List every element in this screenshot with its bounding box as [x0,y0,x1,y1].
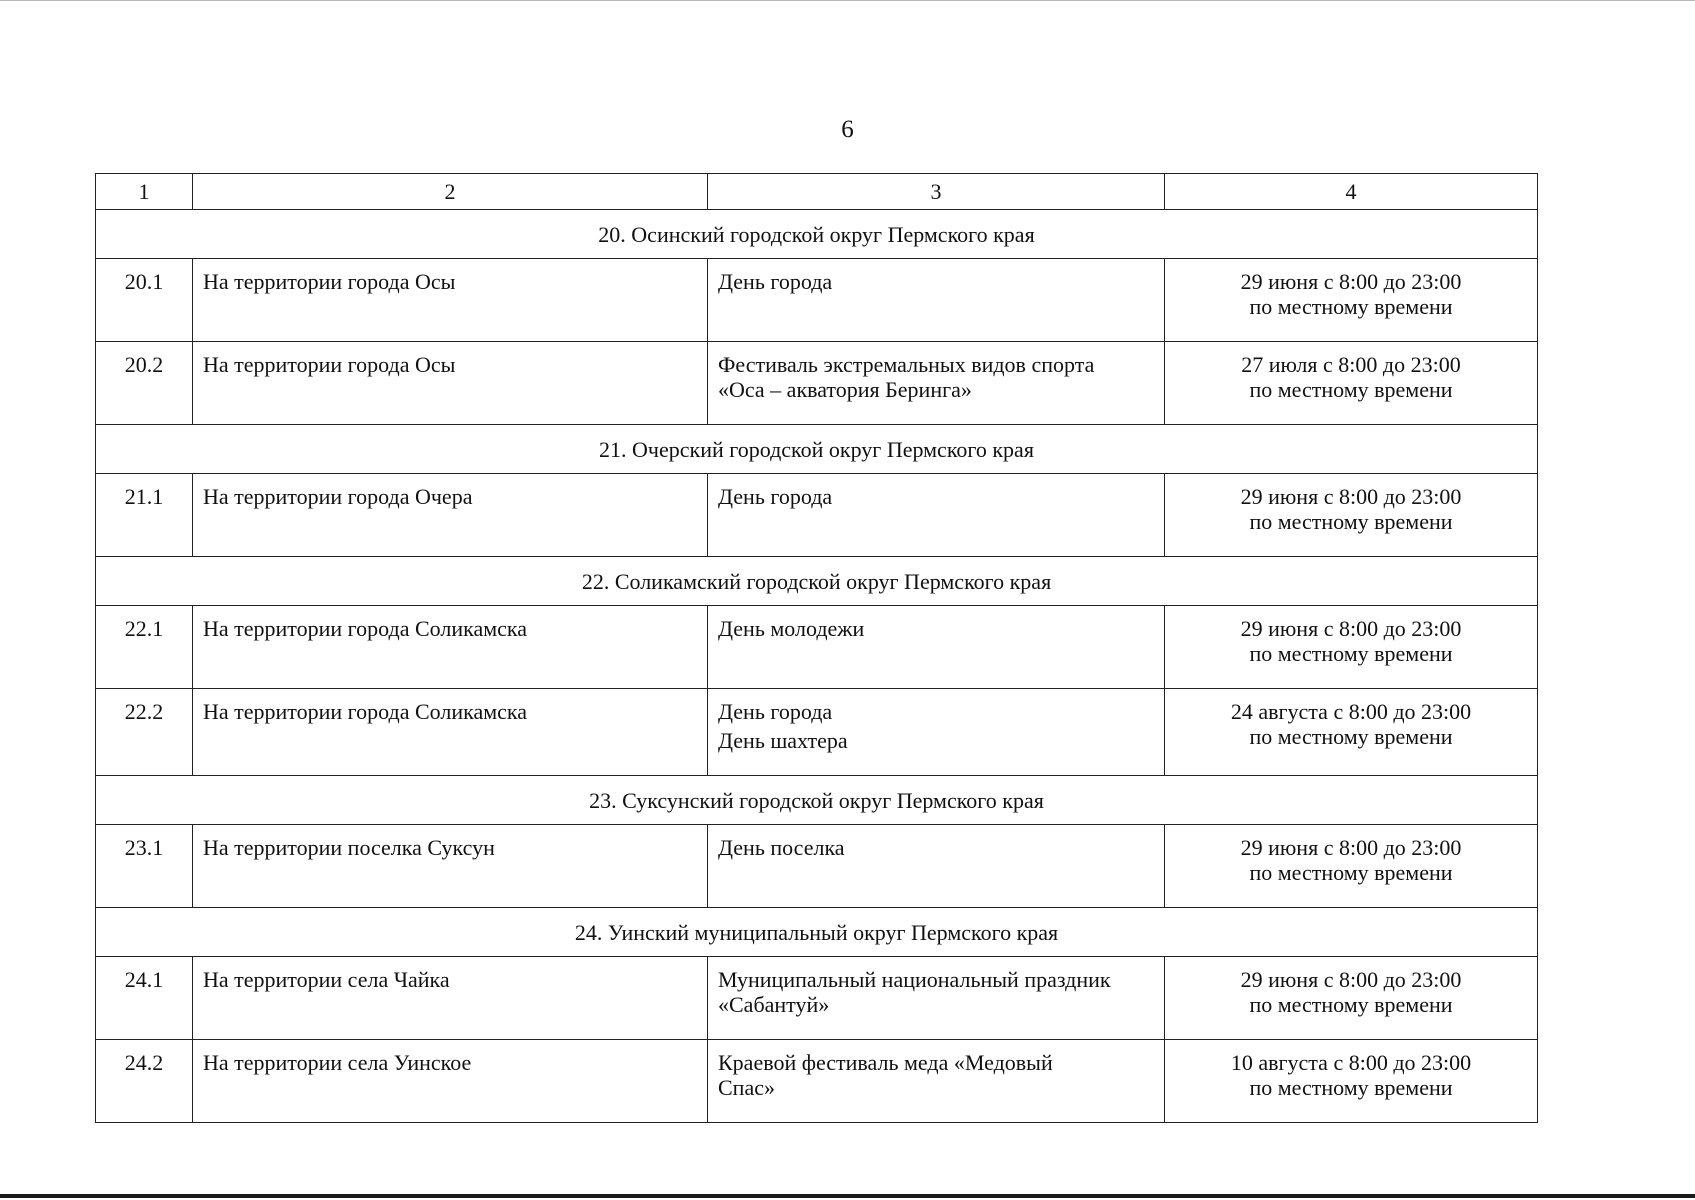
section-title: 20. Осинский городской округ Пермского края [96,210,1538,259]
item-event [708,825,1165,908]
item-number: 20.2 [96,342,193,425]
section-title: 24. Уинский муниципальный округ Пермского края [96,908,1538,957]
event-line: День шахтера [718,728,848,753]
item-number: 21.1 [96,474,193,557]
event-line: Спас» [718,1075,775,1100]
table-row [96,474,1538,557]
table-row [96,259,1538,342]
section-header-row [96,776,1538,825]
item-place: На территории города Соликамска [193,606,708,689]
time-line: 29 июня с 8:00 до 23:00 [1240,835,1462,860]
item-event [708,606,1165,689]
item-event [708,1040,1165,1123]
item-place: На территории города Осы [193,342,708,425]
table-row [96,1040,1538,1123]
event-line: «Оса – акватория Беринга» [718,377,972,402]
event-line: День молодежи [718,616,865,641]
time-line: по местному времени [1249,1075,1453,1100]
time-line: по местному времени [1249,294,1453,319]
time-line: 27 июля с 8:00 до 23:00 [1241,352,1461,377]
item-event [708,474,1165,557]
column-header: 3 [708,174,1165,210]
event-line: День города [718,699,833,724]
event-line: Муниципальный национальный праздник [718,967,1111,992]
column-header: 4 [1165,174,1538,210]
event-line: День города [718,269,833,294]
time-line: по местному времени [1249,724,1453,749]
column-header: 1 [96,174,193,210]
section-title: 22. Соликамский городской округ Пермского края [96,557,1538,606]
item-number: 23.1 [96,825,193,908]
scan-edge-top [0,0,1695,1]
time-line: по местному времени [1249,509,1453,534]
section-title: 23. Суксунский городской округ Пермского края [96,776,1538,825]
item-place: На территории села Чайка [193,957,708,1040]
time-line: 29 июня с 8:00 до 23:00 [1240,484,1462,509]
item-place: На территории села Уинское [193,1040,708,1123]
section-header-row [96,210,1538,259]
column-number-header-row [96,174,1538,210]
time-line: 29 июня с 8:00 до 23:00 [1240,616,1462,641]
item-event [708,957,1165,1040]
time-line: по местному времени [1249,377,1453,402]
time-line: 29 июня с 8:00 до 23:00 [1240,269,1462,294]
table-row [96,689,1538,776]
event-line: Фестиваль экстремальных видов спорта [718,352,1095,377]
table-row [96,342,1538,425]
table-row [96,606,1538,689]
item-place: На территории города Соликамска [193,689,708,776]
item-time [1165,474,1538,557]
time-line: 29 июня с 8:00 до 23:00 [1240,967,1462,992]
section-header-row [96,908,1538,957]
time-line: 10 августа с 8:00 до 23:00 [1230,1050,1472,1075]
event-line: Краевой фестиваль меда «Медовый [718,1050,1053,1075]
time-line: по местному времени [1249,641,1453,666]
item-number: 24.1 [96,957,193,1040]
item-number: 22.2 [96,689,193,776]
item-time [1165,825,1538,908]
events-schedule-table [95,173,1538,1123]
item-place: На территории города Очера [193,474,708,557]
item-time [1165,259,1538,342]
item-time [1165,689,1538,776]
time-line: 24 августа с 8:00 до 23:00 [1230,699,1472,724]
event-line: День города [718,484,833,509]
item-number: 24.2 [96,1040,193,1123]
item-time [1165,957,1538,1040]
item-event [708,259,1165,342]
item-place: На территории поселка Суксун [193,825,708,908]
item-event [708,342,1165,425]
section-title: 21. Очерский городской округ Пермского края [96,425,1538,474]
item-number: 20.1 [96,259,193,342]
item-event [708,689,1165,776]
item-number: 22.1 [96,606,193,689]
page-number: 6 [841,116,854,143]
item-time [1165,342,1538,425]
event-line: День поселка [718,835,845,860]
item-time [1165,606,1538,689]
item-time [1165,1040,1538,1123]
event-line: «Сабантуй» [718,992,830,1017]
table-row [96,825,1538,908]
item-place: На территории города Осы [193,259,708,342]
section-header-row [96,425,1538,474]
time-line: по местному времени [1249,992,1453,1017]
column-header: 2 [193,174,708,210]
time-line: по местному времени [1249,860,1453,885]
section-header-row [96,557,1538,606]
table-row [96,957,1538,1040]
scan-edge-bottom [0,1194,1695,1198]
